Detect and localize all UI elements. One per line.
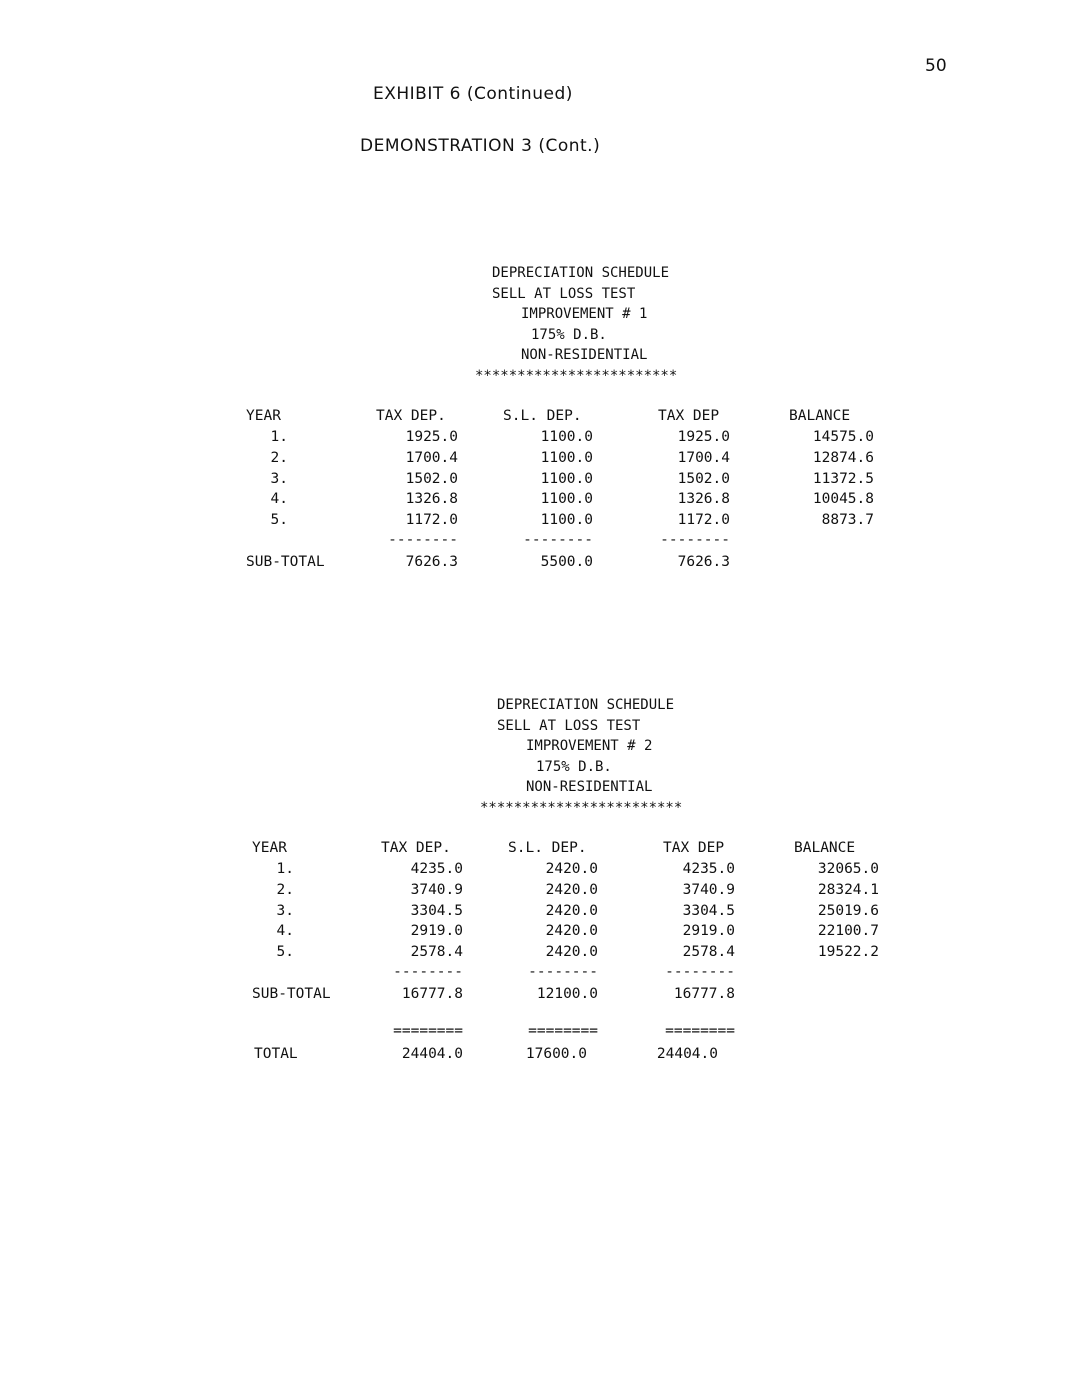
subtotal-tax-dep-2: 7626.3: [677, 554, 730, 570]
cell-sl-dep: 2420.0: [545, 944, 598, 961]
exhibit-title: EXHIBIT 6 (Continued): [373, 84, 573, 104]
column-header-tax-dep-2: TAX DEP: [658, 408, 720, 424]
cell-tax-dep-2: 3304.5: [682, 902, 735, 919]
cell-year: 5.: [270, 512, 288, 529]
column-header-year: YEAR: [246, 408, 281, 424]
cell-tax-dep-2: 1502.0: [677, 470, 730, 487]
cell-year: 4.: [276, 923, 294, 940]
total-label: TOTAL: [254, 1046, 298, 1062]
cell-balance: 28324.1: [817, 881, 879, 898]
subtotal-separator: --------: [393, 964, 463, 980]
column-header-tax-dep: TAX DEP.: [376, 408, 446, 424]
cell-tax-dep: 2919.0: [410, 923, 463, 940]
cell-balance: 19522.2: [817, 944, 879, 961]
cell-year: 2.: [270, 449, 288, 466]
column-header-tax-dep-2: TAX DEP: [663, 840, 725, 856]
cell-sl-dep: 1100.0: [540, 429, 593, 445]
schedule-header-line: 175% D.B.: [536, 758, 612, 775]
cell-sl-dep: 2420.0: [545, 902, 598, 919]
schedule-header-line: NON-RESIDENTIAL: [526, 779, 653, 795]
cell-balance: 25019.6: [817, 902, 879, 919]
cell-tax-dep: 3304.5: [410, 902, 463, 919]
schedule-header-line: DEPRECIATION SCHEDULE: [497, 697, 675, 713]
schedule-header-line: SELL AT LOSS TEST: [497, 717, 641, 734]
column-header-sl-dep: S.L. DEP.: [503, 408, 582, 424]
cell-tax-dep: 2578.4: [410, 944, 463, 961]
column-header-year: YEAR: [252, 840, 287, 856]
total-tax-dep: 24404.0: [401, 1046, 463, 1062]
schedule-header-line: IMPROVEMENT # 2: [526, 738, 653, 754]
cell-balance: 22100.7: [817, 923, 879, 940]
schedule-header-line: SELL AT LOSS TEST: [492, 285, 636, 302]
cell-balance: 10045.8: [812, 491, 874, 508]
cell-tax-dep-2: 1700.4: [677, 449, 730, 466]
cell-balance: 11372.5: [812, 470, 874, 487]
cell-tax-dep-2: 2919.0: [682, 923, 735, 940]
cell-balance: 14575.0: [812, 429, 874, 445]
cell-year: 1.: [270, 429, 288, 445]
subtotal-separator: --------: [660, 532, 730, 548]
cell-balance: 32065.0: [817, 861, 879, 877]
cell-tax-dep: 1172.0: [405, 512, 458, 529]
cell-tax-dep: 3740.9: [410, 881, 463, 898]
cell-sl-dep: 1100.0: [540, 470, 593, 487]
cell-year: 3.: [276, 902, 294, 919]
subtotal-separator: --------: [528, 964, 598, 980]
column-header-balance: BALANCE: [789, 408, 851, 424]
cell-tax-dep-2: 4235.0: [682, 861, 735, 877]
schedule-header-line: 175% D.B.: [531, 326, 607, 343]
total-tax-dep-2: 24404.0: [656, 1046, 718, 1062]
schedule-header-line: IMPROVEMENT # 1: [521, 306, 648, 322]
subtotal-label: SUB-TOTAL: [246, 554, 325, 570]
cell-year: 4.: [270, 491, 288, 508]
cell-tax-dep-2: 2578.4: [682, 944, 735, 961]
cell-sl-dep: 2420.0: [545, 881, 598, 898]
cell-tax-dep-2: 1172.0: [677, 512, 730, 529]
cell-tax-dep-2: 1326.8: [677, 491, 730, 508]
cell-year: 3.: [270, 470, 288, 487]
cell-sl-dep: 1100.0: [540, 512, 593, 529]
cell-sl-dep: 1100.0: [540, 449, 593, 466]
subtotal-sl-dep: 5500.0: [540, 554, 593, 570]
subtotal-separator: --------: [523, 532, 593, 548]
schedule-header-line: DEPRECIATION SCHEDULE: [492, 265, 670, 281]
cell-balance: 12874.6: [812, 449, 874, 466]
cell-balance: 8873.7: [821, 512, 874, 529]
schedule-header-stars: ************************: [475, 367, 678, 384]
page-number: 50: [925, 56, 947, 76]
subtotal-sl-dep: 12100.0: [536, 986, 598, 1002]
total-separator: ========: [393, 1023, 463, 1039]
cell-tax-dep: 4235.0: [410, 861, 463, 877]
column-header-tax-dep: TAX DEP.: [381, 840, 451, 856]
cell-year: 2.: [276, 881, 294, 898]
cell-sl-dep: 2420.0: [545, 861, 598, 877]
cell-sl-dep: 1100.0: [540, 491, 593, 508]
column-header-balance: BALANCE: [794, 840, 856, 856]
cell-year: 1.: [276, 861, 294, 877]
subtotal-separator: --------: [665, 964, 735, 980]
cell-tax-dep: 1925.0: [405, 429, 458, 445]
schedule-header-line: NON-RESIDENTIAL: [521, 347, 648, 363]
subtotal-label: SUB-TOTAL: [252, 986, 331, 1002]
column-header-sl-dep: S.L. DEP.: [508, 840, 587, 856]
cell-tax-dep-2: 3740.9: [682, 881, 735, 898]
cell-tax-dep: 1326.8: [405, 491, 458, 508]
subtotal-tax-dep: 7626.3: [405, 554, 458, 570]
schedule-header-stars: ************************: [480, 799, 683, 816]
cell-tax-dep-2: 1925.0: [677, 429, 730, 445]
subtotal-tax-dep-2: 16777.8: [673, 986, 735, 1002]
cell-year: 5.: [276, 944, 294, 961]
total-sl-dep: 17600.0: [525, 1046, 587, 1062]
total-separator: ========: [528, 1023, 598, 1039]
total-separator: ========: [665, 1023, 735, 1039]
subtotal-separator: --------: [388, 532, 458, 548]
cell-tax-dep: 1700.4: [405, 449, 458, 466]
cell-sl-dep: 2420.0: [545, 923, 598, 940]
cell-tax-dep: 1502.0: [405, 470, 458, 487]
subtotal-tax-dep: 16777.8: [401, 986, 463, 1002]
demonstration-title: DEMONSTRATION 3 (Cont.): [360, 136, 601, 156]
